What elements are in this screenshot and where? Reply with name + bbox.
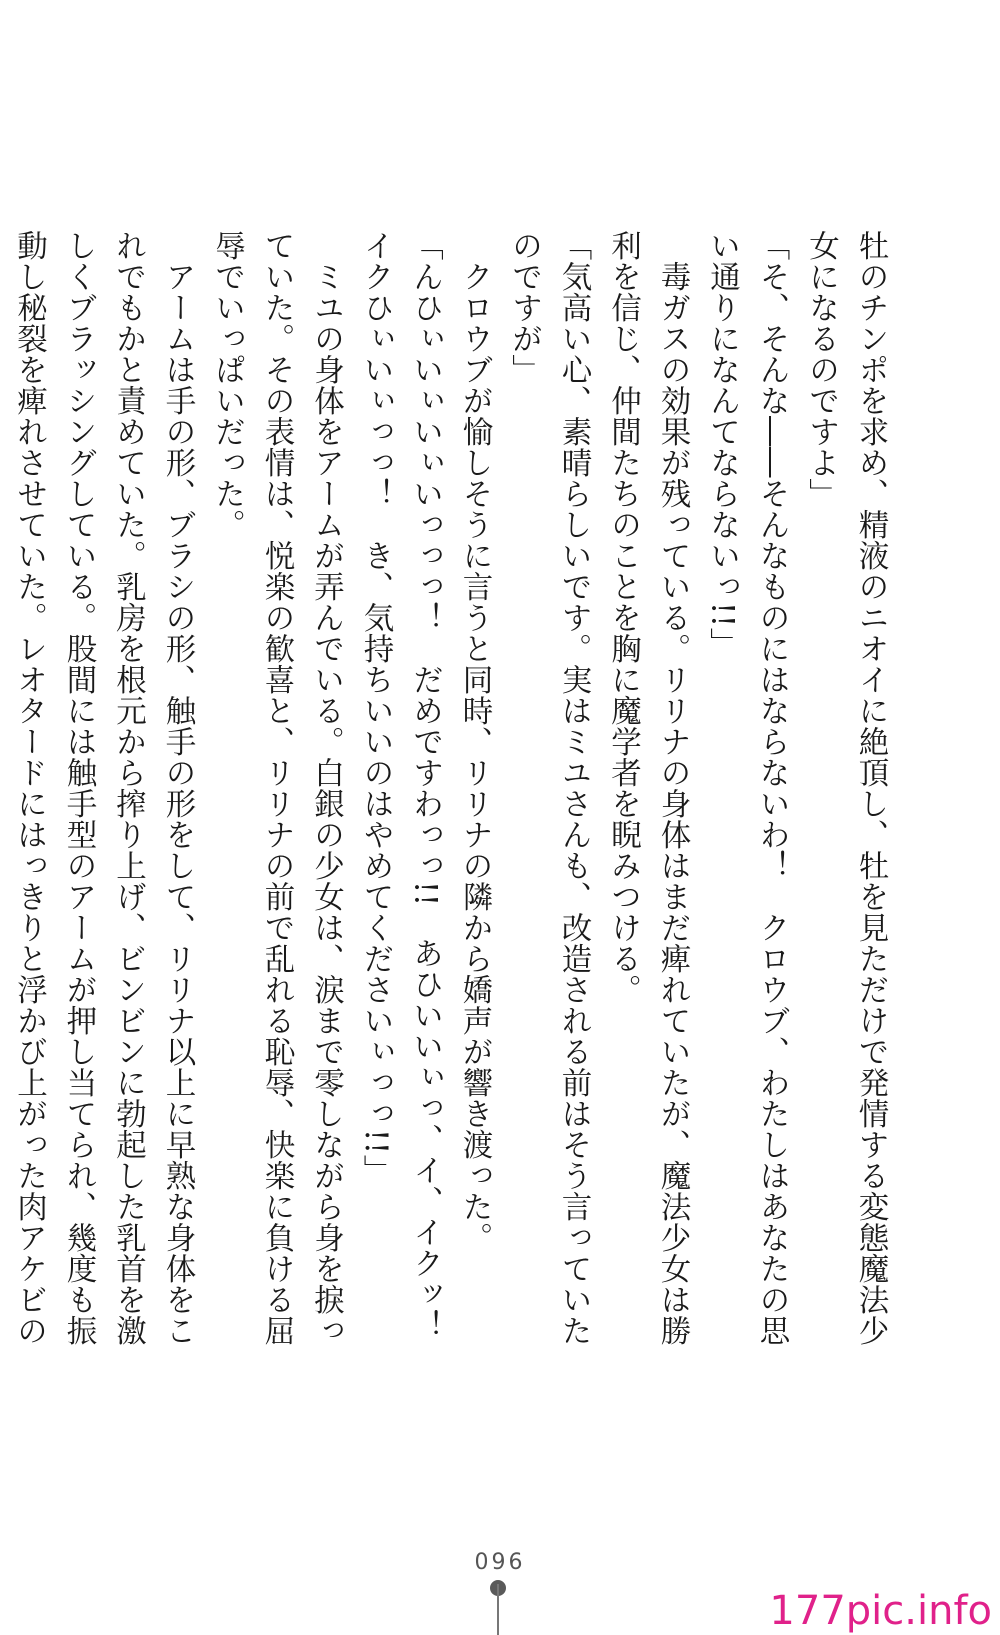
text-line: アームは手の形、ブラシの形、触手の形をして、リリナ以上に早熟な身体をこれでもかと責めていた。乳房を根元から搾り上げ、ビンビンに勃起した乳首を激しくブラッシングしている。股間には触手型のアームが押し当てられ、幾度も振動し秘裂を痺れさせていた。レオタードにはっきりと浮かび上がった肉アケビの — [11, 230, 195, 1346]
vertical-body-text — [11, 230, 895, 1372]
text-line: 「そ、そんな――そんなものにはならないわ！ クロウブ、わたしはあなたの思い通りになんてならないっ!!」 — [704, 230, 789, 1346]
text-line: 牡のチンポを求め、精液のニオイに絶頂し、牡を見ただけで発情する変態魔法少女になるのですよ」 — [803, 230, 888, 1346]
text-line: 毒ガスの効果が残っている。リリナの身体はまだ痺れていたが、魔法少女は勝利を信じ、仲間たちのことを胸に魔学者を睨みつける。 — [605, 230, 690, 1346]
page-marker-line — [497, 1584, 499, 1635]
watermark-link[interactable]: 177pic.info — [769, 1588, 992, 1634]
text-line: 「んひぃいぃいぃいっっっ！ だめですわっっ!! あひいいぃっ、イ、イクッ！ イクひぃいぃっっ！ き、気持ちいいのはやめてくださいぃっっ!!」 — [358, 230, 443, 1372]
text-line: ミユの身体をアームが弄んでいる。白銀の少女は、涙まで零しながら身を捩っていた。その表情は、悦楽の歓喜と、リリナの前で乱れる恥辱、快楽に負ける屈辱でいっぱいだった。 — [209, 230, 344, 1346]
text-line: 「気高い心、素晴らしいです。実はミユさんも、改造される前はそう言っていたのですが」 — [506, 230, 591, 1346]
page-number: 096 — [474, 1550, 526, 1575]
text-line: クロウブが愉しそうに言うと同時、リリナの隣から嬌声が響き渡った。 — [457, 230, 492, 1253]
